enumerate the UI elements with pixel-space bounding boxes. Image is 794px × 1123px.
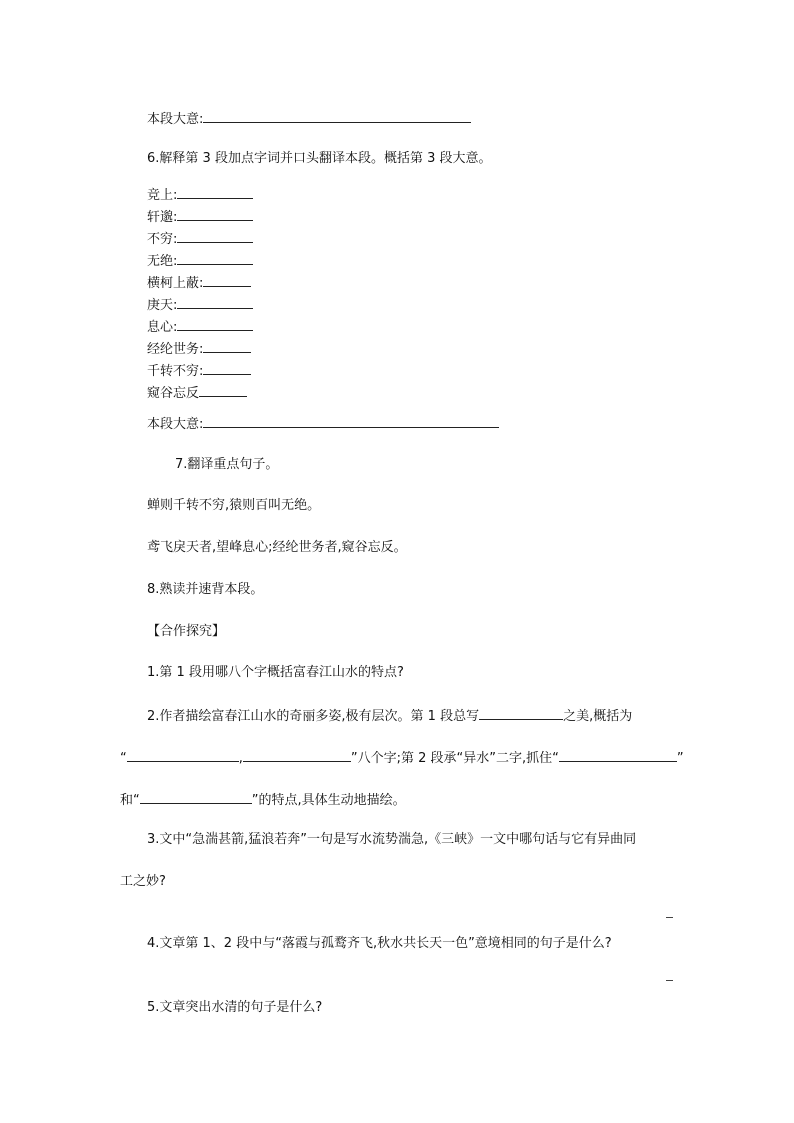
summary-line-2 (147, 414, 499, 434)
q2-text: “ (120, 751, 127, 766)
q2-blank-3[interactable] (243, 748, 351, 762)
term-label: 竞上: (147, 188, 178, 203)
term-label: 庚天: (147, 298, 178, 313)
q2-text: 2.作者描绘富春江山水的奇丽多姿,极有层次。第 1 段总写 (147, 709, 480, 724)
term-row (147, 339, 251, 359)
coop-q2-line1 (147, 706, 632, 726)
q7-title: 7.翻译重点句子。 (175, 457, 279, 472)
term-row (147, 361, 251, 381)
coop-q2-line3 (120, 790, 406, 810)
q2-text: 之美,概括为 (563, 709, 633, 724)
term-row (147, 317, 253, 337)
summary-blank[interactable] (203, 109, 471, 123)
term-blank[interactable] (177, 251, 253, 265)
answer-mark (666, 980, 673, 981)
answer-mark (666, 917, 673, 918)
summary-label: 本段大意: (147, 112, 204, 127)
term-row (147, 185, 253, 205)
term-row (147, 207, 253, 227)
term-row (147, 383, 247, 403)
term-label: 横柯上蔽: (147, 276, 204, 291)
q2-text: ”的特点,具体生动地描绘。 (251, 793, 406, 808)
term-label: 窥谷忘反 (147, 386, 200, 401)
term-label: 不穷: (147, 232, 178, 247)
q7-sentence: 蝉则千转不穷,猿则百叫无绝。 (147, 498, 321, 513)
term-blank[interactable] (203, 273, 251, 287)
section-heading: 【合作探究】 (147, 624, 226, 639)
term-row (147, 251, 253, 271)
q2-text: , (238, 751, 243, 766)
term-blank[interactable] (177, 185, 253, 199)
term-label: 经纶世务: (147, 342, 204, 357)
term-blank[interactable] (177, 229, 253, 243)
q8-title: 8.熟读并速背本段。 (147, 582, 264, 597)
coop-q2-line2 (120, 748, 684, 768)
term-blank[interactable] (203, 339, 251, 353)
term-blank[interactable] (177, 317, 253, 331)
q2-blank-5[interactable] (140, 790, 252, 804)
term-row (147, 295, 253, 315)
coop-q5: 5.文章突出水清的句子是什么? (147, 1000, 323, 1015)
q2-blank-1[interactable] (479, 706, 563, 720)
term-label: 轩邈: (147, 210, 178, 225)
q2-text: 和“ (120, 793, 140, 808)
coop-q1: 1.第 1 段用哪八个字概括富春江山水的特点? (147, 665, 404, 680)
term-blank[interactable] (203, 361, 251, 375)
summary-label: 本段大意: (147, 417, 204, 432)
term-label: 千转不穷: (147, 364, 204, 379)
summary-blank[interactable] (203, 414, 499, 428)
coop-q4: 4.文章第 1、2 段中与“落霞与孤鹜齐飞,秋水共长天一色”意境相同的句子是什么? (147, 936, 612, 951)
q2-text: ”八个字;第 2 段承“异水”二字,抓住“ (350, 751, 559, 766)
term-blank[interactable] (177, 207, 253, 221)
summary-line-1 (147, 109, 471, 129)
coop-q3-line1: 3.文中“急湍甚箭,猛浪若奔”一句是写水流势湍急,《三峡》一文中哪句话与它有异曲同 (147, 832, 637, 847)
term-label: 无绝: (147, 254, 178, 269)
term-blank[interactable] (199, 383, 247, 397)
term-label: 息心: (147, 320, 178, 335)
q2-blank-4[interactable] (559, 748, 677, 762)
term-blank[interactable] (177, 295, 253, 309)
q2-text: ” (676, 751, 684, 766)
term-row (147, 273, 251, 293)
q7-sentence: 鸢飞戾天者,望峰息心;经纶世务者,窥谷忘反。 (147, 540, 407, 555)
coop-q3-line2: 工之妙? (120, 874, 166, 889)
q2-blank-2[interactable] (127, 748, 239, 762)
term-row (147, 229, 253, 249)
q6-title: 6.解释第 3 段加点字词并口头翻译本段。概括第 3 段大意。 (147, 151, 492, 166)
